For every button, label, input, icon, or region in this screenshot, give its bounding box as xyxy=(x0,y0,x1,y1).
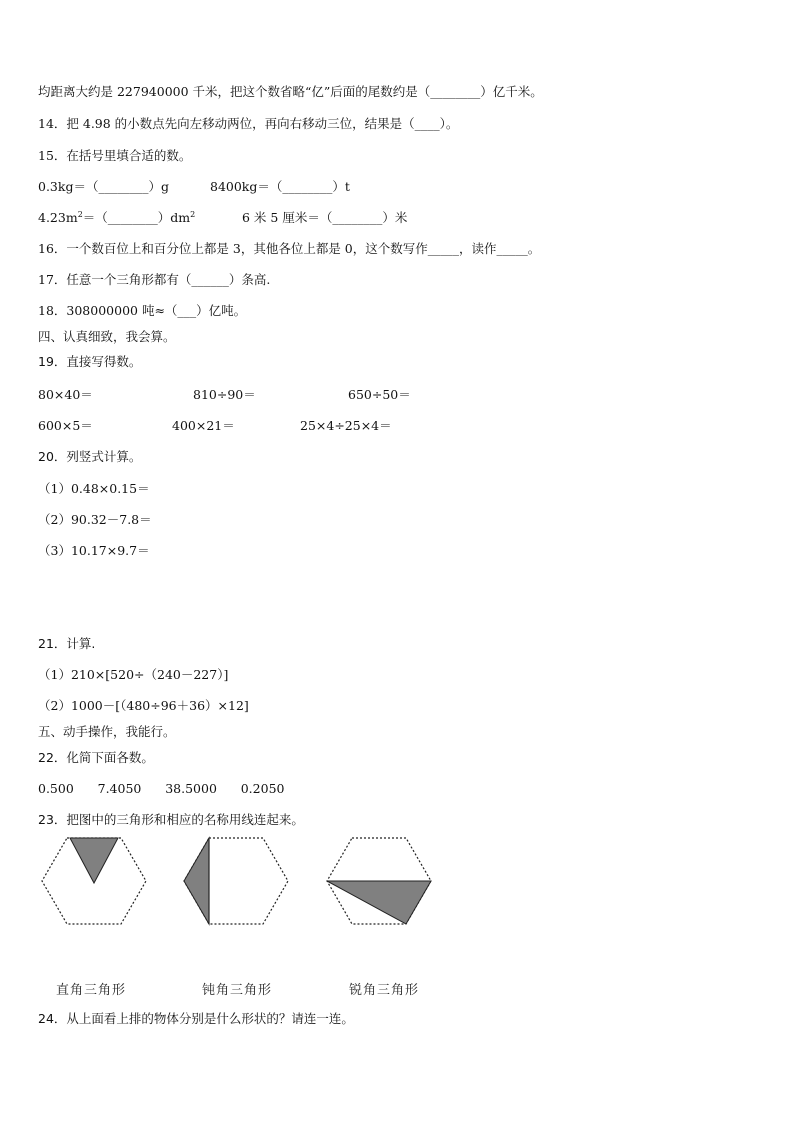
q16: 16．一个数百位上和百分位上都是 3，其他各位上都是 0，这个数写作_____，读作_____。 xyxy=(38,241,541,256)
q19-d: 600×5＝ xyxy=(38,418,93,433)
q15-a: 0.3kg＝（________）g xyxy=(38,179,169,194)
q15: 15．在括号里填合适的数。 xyxy=(38,148,192,163)
section-4-heading: 四、认真细致，我会算。 xyxy=(38,329,176,344)
q21-2: （2）1000－[（480÷96＋36）×12] xyxy=(38,698,249,713)
q24: 24．从上面看上排的物体分别是什么形状的？请连一连。 xyxy=(38,1011,354,1026)
q15-d: 6 米 5 厘米＝（________）米 xyxy=(242,210,408,225)
q19-f: 25×4÷25×4＝ xyxy=(300,418,392,433)
caption-acute-triangle: 锐角三角形 xyxy=(349,983,420,998)
q19-c: 650÷50＝ xyxy=(348,387,411,402)
hexagon-figure-2 xyxy=(182,836,290,926)
q17: 17．任意一个三角形都有（______）条高. xyxy=(38,272,271,287)
q23: 23．把图中的三角形和相应的名称用线连起来。 xyxy=(38,812,304,827)
q20: 20．列竖式计算。 xyxy=(38,449,142,464)
q21-1: （1）210×[520÷（240－227）] xyxy=(38,667,229,682)
section-5-heading: 五、动手操作，我能行。 xyxy=(38,724,176,739)
q21: 21．计算. xyxy=(38,636,96,651)
q22: 22．化简下面各数。 xyxy=(38,750,154,765)
caption-obtuse-triangle: 钝角三角形 xyxy=(202,983,273,998)
q20-1: （1）0.48×0.15＝ xyxy=(38,481,150,496)
q18: 18．308000000 吨≈（___）亿吨。 xyxy=(38,303,247,318)
caption-right-triangle: 直角三角形 xyxy=(56,983,127,998)
q20-2: （2）90.32－7.8＝ xyxy=(38,512,152,527)
q22-values: 0.500 7.4050 38.5000 0.2050 xyxy=(38,781,285,796)
q13-tail: 均距离大约是 227940000 千米，把这个数省略“亿”后面的尾数约是（________）亿千米。 xyxy=(38,84,543,99)
q15-b: 8400kg＝（________）t xyxy=(210,179,350,194)
q19: 19．直接写得数。 xyxy=(38,354,142,369)
q19-a: 80×40＝ xyxy=(38,387,93,402)
q15-c: $4.23m^2=(\_\_\_\_\_\_\_\_)dm^2$ xyxy=(38,209,196,225)
hexagon-figure-1 xyxy=(40,836,148,926)
q14: 14．把 4.98 的小数点先向左移动两位，再向右移动三位，结果是（____）。 xyxy=(38,116,459,131)
q19-b: 810÷90＝ xyxy=(193,387,256,402)
q20-3: （3）10.17×9.7＝ xyxy=(38,543,150,558)
hexagon-figure-3 xyxy=(325,836,433,926)
q19-e: 400×21＝ xyxy=(172,418,235,433)
